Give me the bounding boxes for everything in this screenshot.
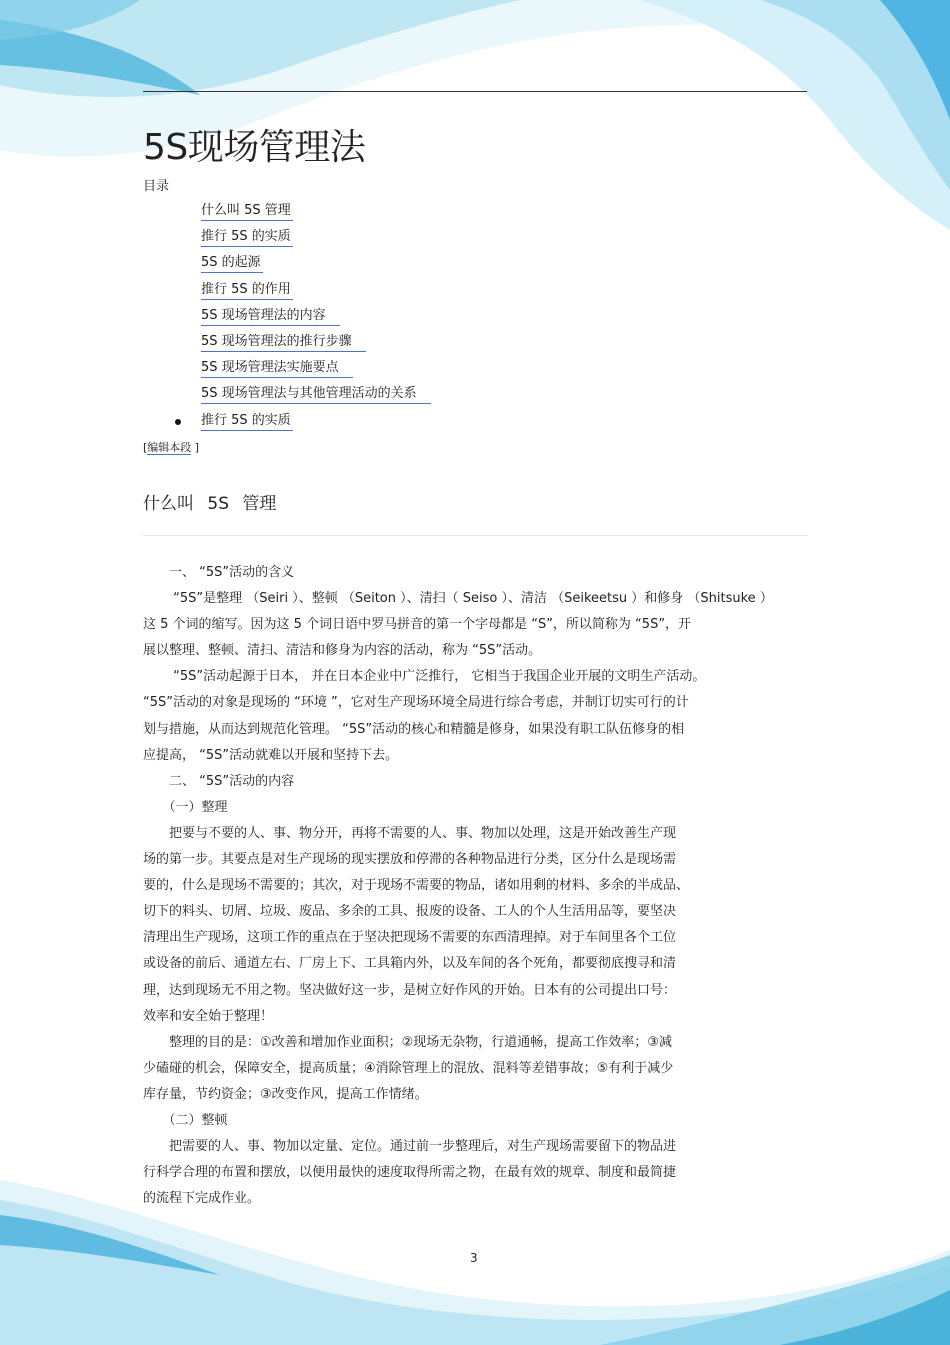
body-line: 要的，什么是现场不需要的；其次，对于现场不需要的物品，诸如用剩的材料、多余的半成品、 xyxy=(143,878,690,894)
body-line: 理，达到现场无不用之物。坚决做好这一步，是树立好作风的开始。日本有的公司提出口号： xyxy=(143,982,677,998)
section-heading: 什么叫 5S 管理 xyxy=(143,494,277,514)
body-line: 少磕碰的机会，保障安全，提高质量；④消除管理上的混放、混料等差错事故；⑤有利于减少 xyxy=(143,1060,674,1076)
body-line: 场的第一步。其要点是对生产现场的现实摆放和停滞的各种物品进行分类，区分什么是现场需 xyxy=(143,852,677,868)
body-line: 这 5 个词的缩写。因为这 5 个词日语中罗马拼音的第一个字母都是 “S”，所以简称为 “5S”，开 xyxy=(143,617,692,633)
body-line: “5S”活动的对象是现场的 “环境 ”，它对生产现场环境全局进行综合考虑，并制订切实可行的计 xyxy=(143,695,689,711)
body-line: 把要与不要的人、事、物分开，再将不需要的人、事、物加以处理，这是开始改善生产现 xyxy=(143,825,677,841)
body-line: 展以整理、整顿、清扫、清洁和修身为内容的活动，称为 “5S”活动。 xyxy=(143,643,542,659)
header-rule xyxy=(143,91,807,92)
toc-item xyxy=(201,333,431,359)
bullet-icon xyxy=(175,419,181,425)
body-line: 划与措施，从而达到规范化管理。 “5S”活动的核心和精髓是修身，如果没有职工队伍修身的相 xyxy=(143,721,685,737)
toc-item xyxy=(201,307,431,333)
edit-section-label[interactable]: 编辑本段 xyxy=(147,441,192,454)
body-line: （二）整顿 xyxy=(143,1112,228,1128)
body-line: 库存量，节约资金；③改变作风，提高工作情绪。 xyxy=(143,1086,428,1102)
section-divider xyxy=(143,535,807,536)
toc-link-origin[interactable]: 5S 的起源 xyxy=(201,254,263,273)
body-line: 把需要的人、事、物加以定量、定位。通过前一步整理后，对生产现场需要留下的物品进 xyxy=(143,1139,677,1155)
edit-section-link[interactable]: [编辑本段 ] xyxy=(143,441,200,454)
body-line: “5S”活动起源于日本， 并在日本企业中广泛推行， 它相当于我国企业开展的文明生产活动。 xyxy=(143,669,706,685)
toc-heading: 目录 xyxy=(143,179,170,194)
toc-link-essence-bullet[interactable]: 推行 5S 的实质 xyxy=(201,412,293,431)
toc-link-effects[interactable]: 推行 5S 的作用 xyxy=(201,281,293,300)
body-line: 二、 “5S”活动的内容 xyxy=(143,773,295,789)
toc-item xyxy=(201,412,431,438)
toc-link-content[interactable]: 5S 现场管理法的内容 xyxy=(201,307,340,326)
body-line: 效率和安全始于整理！ xyxy=(143,1008,274,1024)
body-line: （一）整理 xyxy=(143,799,228,815)
toc-link-relations[interactable]: 5S 现场管理法与其他管理活动的关系 xyxy=(201,385,431,404)
toc-item xyxy=(201,385,431,411)
toc-link-steps[interactable]: 5S 现场管理法的推行步骤 xyxy=(201,333,366,352)
toc-link-essence[interactable]: 推行 5S 的实质 xyxy=(201,228,293,247)
toc-item xyxy=(201,254,431,280)
body-line: “5S”是整理 （Seiri ）、整顿 （Seiton ）、清扫（ Seiso ）、清洁 （Seikeetsu ）和修身 （Shitsuke ） xyxy=(143,591,773,607)
toc-item xyxy=(201,202,431,228)
body-line: 整理的目的是：①改善和增加作业面积；②现场无杂物，行道通畅，提高工作效率；③减 xyxy=(143,1034,672,1050)
body-line: 切下的料头、切屑、垃圾、废品、多余的工具、报废的设备、工人的个人生活用品等，要坚决 xyxy=(143,904,677,920)
page-title: 5S现场管理法 xyxy=(143,127,366,168)
body-text xyxy=(143,562,807,1214)
toc-link-key-points[interactable]: 5S 现场管理法实施要点 xyxy=(201,359,353,378)
body-line: 行科学合理的布置和摆放，以便用最快的速度取得所需之物，在最有效的规章、制度和最简捷 xyxy=(143,1165,677,1181)
body-line: 一、 “5S”活动的含义 xyxy=(143,565,295,580)
toc-item xyxy=(201,281,431,307)
body-line: 清理出生产现场，这项工作的重点在于坚决把现场不需要的东西清理掉。对于车间里各个工位 xyxy=(143,930,677,946)
table-of-contents xyxy=(201,202,431,438)
toc-item xyxy=(201,228,431,254)
toc-item xyxy=(201,359,431,385)
toc-link-what-is-5s[interactable]: 什么叫 5S 管理 xyxy=(201,202,293,221)
body-line: 的流程下完成作业。 xyxy=(143,1191,261,1207)
body-line: 应提高， “5S”活动就难以开展和坚持下去。 xyxy=(143,747,399,763)
page-number: 3 xyxy=(470,1251,478,1265)
body-line: 或设备的前后、通道左右、厂房上下、工具箱内外，以及车间的各个死角，都要彻底搜寻和清 xyxy=(143,956,677,972)
